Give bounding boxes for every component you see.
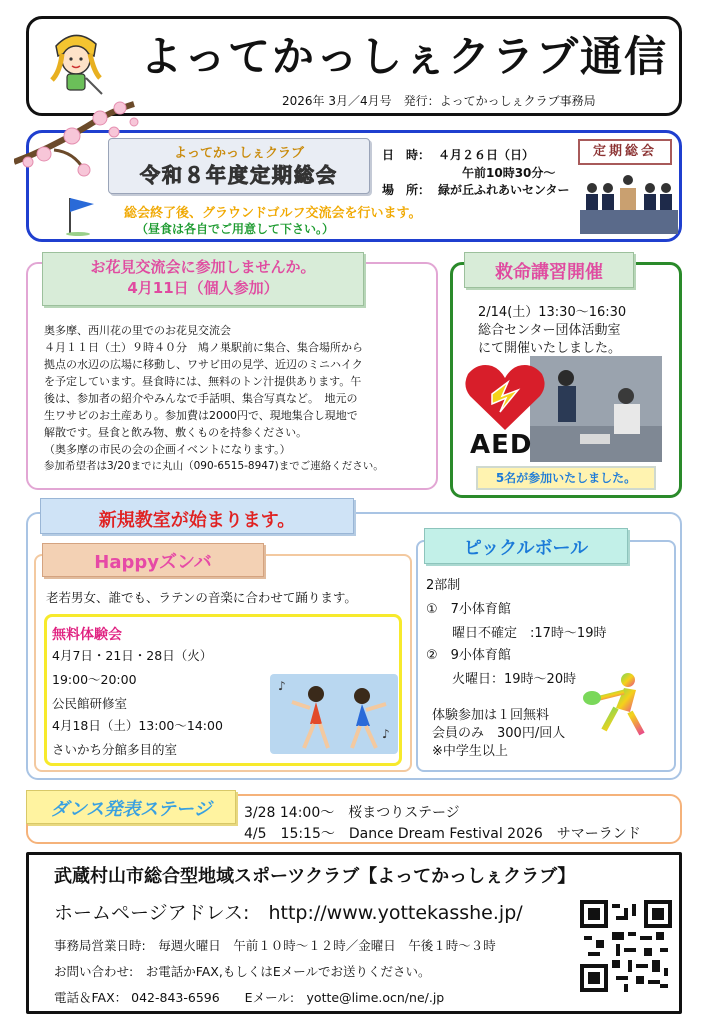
zumba-description: 老若男女、誰でも、ラテンの音楽に合わせて踊ります。: [46, 590, 357, 605]
pickleball-line: 曜日不確定 :17時～19時: [426, 626, 607, 641]
mascot-girl-icon: [40, 26, 110, 98]
hanami-body-line: を予定しています。昼食時には、無料のトン汁提供あります。午: [44, 375, 362, 388]
pickleball-line: 体験参加は１回無料: [432, 708, 550, 723]
stage-line: 4/5 15:15～ Dance Dream Festival 2026 サマーランド: [244, 826, 641, 842]
hanami-title-line1: お花見交流会に参加しませんか。: [90, 258, 316, 276]
svg-text:♪: ♪: [278, 679, 286, 693]
meeting-badge: 定期総会: [578, 139, 672, 165]
stage-line: 3/28 14:00～ 桜まつりステージ: [244, 805, 460, 821]
pickleball-line: 2部制: [426, 578, 461, 593]
meeting-date: ４月２６日（日）: [438, 148, 535, 162]
meeting-people-icon: [580, 170, 678, 234]
aed-line: にて開催いたしました。: [478, 341, 622, 356]
new-classes-title: 新規教室が始まります。: [98, 510, 296, 531]
newsletter-title: よってかっしぇクラブ通信: [140, 32, 669, 81]
pickleball-line: ② 9小体育館: [426, 648, 511, 663]
meeting-date-label: 日 時：: [382, 148, 431, 162]
dance-stage-title: ダンス発表ステージ: [50, 799, 212, 820]
aed-logo-text: AED: [470, 430, 533, 460]
pickleball-line: 火曜日：19時～20時: [426, 672, 577, 687]
pickleball-line: ① 7小体育館: [426, 602, 511, 617]
aed-participants-badge: 5名が参加いたしました。: [476, 466, 656, 490]
aed-text: [478, 304, 626, 358]
hanami-body-line: 参加希望者は3/20までに丸山（090-6515-8947)までご連絡ください。: [44, 460, 384, 472]
meeting-time: 午前10時30分～: [462, 166, 556, 180]
phone-email: 電話＆FAX： 042-843-6596 Eメール: yotte@lime.ocn/ne/.jp: [54, 990, 445, 1005]
pickleball-line: 会員のみ 300円/回人: [432, 726, 566, 741]
hanami-body-line: 解散です。昼食と飲み物、敷くものを持参ください。: [44, 426, 308, 439]
hanami-body-line: 後は、参加者の紹介やみんなで手話唄、集合写真など。 地元の: [44, 392, 358, 405]
aed-training-photo: [530, 356, 662, 462]
zumba-line: 4月7日・21日・28日（火）: [52, 648, 213, 663]
hanami-body: [44, 322, 434, 475]
homepage-link[interactable]: ホームページアドレス: http://www.yottekasshe.jp/: [54, 902, 523, 924]
lunch-note: （昼食は各自でご用意して下さい。）: [136, 222, 335, 236]
contact-info: お問い合わせ: お電話かFAX,もしくはEメールでお送りください。: [54, 964, 431, 979]
meeting-title: 令和８年度定期総会: [140, 163, 338, 187]
issue-line: 2026年 3月／4月号 発行：よってかっしぇクラブ事務局: [282, 94, 596, 108]
aed-line: 2/14(土）13:30～16:30: [478, 305, 627, 320]
zumba-line: さいかち分館多目的室: [52, 742, 178, 757]
hanami-body-line: 奥多摩、西川花の里でのお花見交流会: [44, 324, 231, 337]
meeting-place-label: 場 所：: [382, 183, 431, 197]
aed-title: 救命講習開催: [495, 262, 603, 283]
zumba-title: Happyズンバ: [94, 552, 212, 573]
aed-line: 総合センター団体活動室: [478, 323, 621, 338]
hanami-body-line: ４月１１日（土）９時４０分 鳩ノ巣駅前に集合、集合場所から: [44, 341, 363, 354]
pickleball-player-icon: [580, 668, 664, 740]
hanami-body-line: 拠点の水辺の広場に移動し、ワサビ田の見学、近辺のミニハイク: [44, 358, 363, 371]
golf-note: 総会終了後、グラウンドゴルフ交流会を行います。: [124, 206, 422, 221]
hanami-body-line: 生ワサビのお土産あり。参加費は2000円で、現地集合し現地で: [44, 409, 358, 422]
trial-label: 無料体験会: [52, 627, 122, 643]
golf-flag-icon: [64, 194, 98, 236]
zumba-line: 4月18日（土）13:00～14:00: [52, 718, 223, 733]
office-hours: 事務局営業日時: 毎週火曜日 午前１０時～１２時／金曜日 午後１時～３時: [54, 938, 496, 953]
dancers-icon: [270, 668, 398, 758]
pickleball-title: ピックルボール: [463, 538, 589, 559]
hanami-body-line: （奥多摩の市民の会の企画イベントになります。）: [44, 443, 291, 456]
zumba-line: 公民館研修室: [52, 696, 128, 711]
hanami-title-line2: 4月11日（個人参加）: [127, 279, 279, 297]
footer-title: 武蔵村山市総合型地域スポーツクラブ【よってかっしぇクラブ】: [54, 866, 576, 887]
zumba-line: 19:00～20:00: [52, 672, 137, 687]
training-scene-icon: [530, 356, 662, 462]
pickleball-line: ※中学生以上: [432, 744, 508, 759]
meeting-club-name: よってかっしぇクラブ: [173, 146, 304, 161]
qr-code-icon[interactable]: [580, 900, 672, 992]
aed-heart-icon: [462, 360, 548, 434]
meeting-place: 緑が丘ふれあいセンター: [438, 183, 570, 197]
svg-text:♪: ♪: [382, 727, 390, 741]
